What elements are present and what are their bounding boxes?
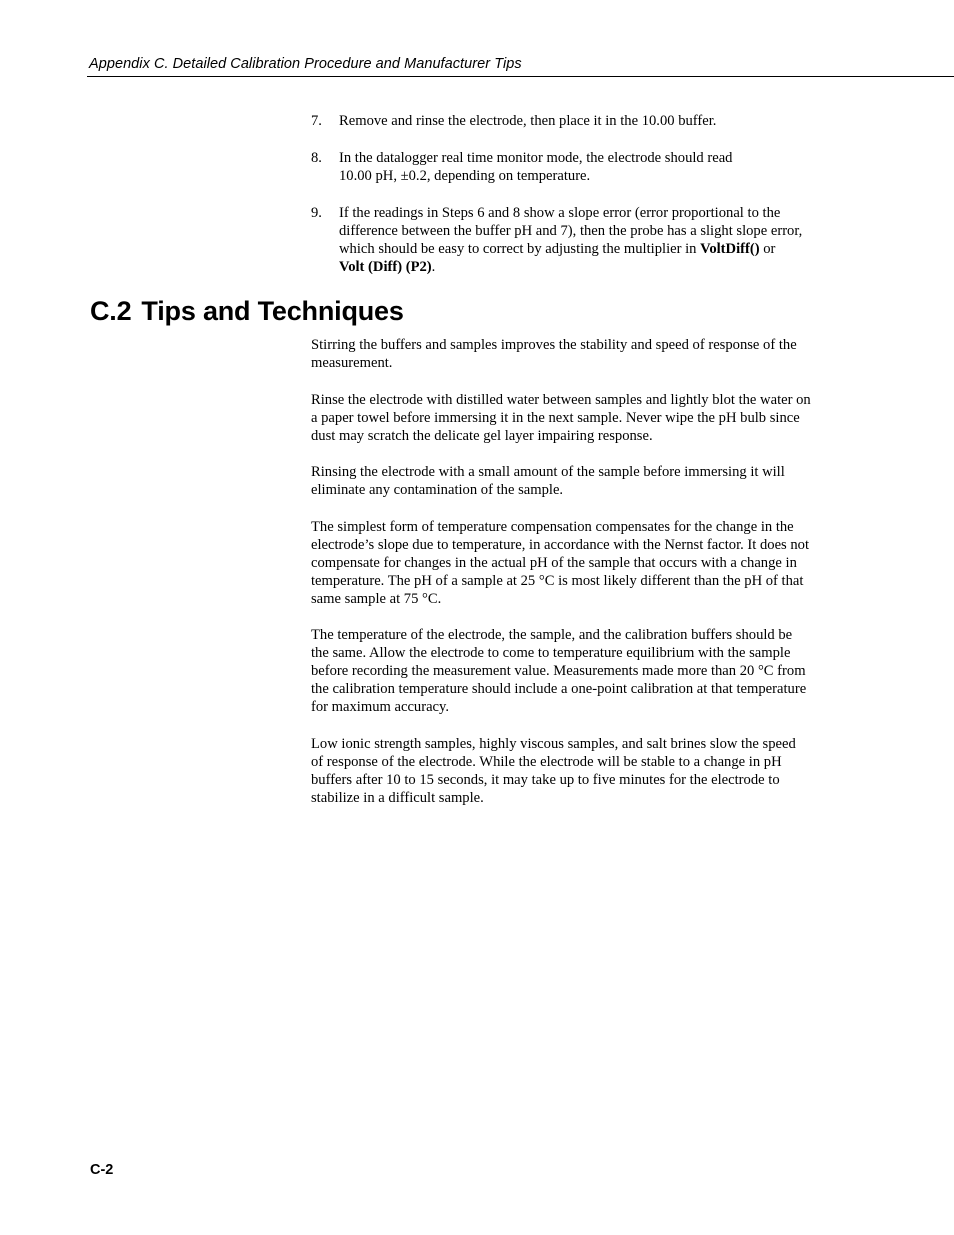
- step-9: [311, 204, 803, 276]
- step-text-line-2: 10.00 pH, ±0.2, depending on temperature.: [339, 168, 591, 184]
- paragraph-temperature-compensation: The simplest form of temperature compensation compensates for the change in the electrode’s slope due to temperature, in accordance with the Nernst factor. It does not compensate for changes in the actual pH of the sample that occurs with a change in temperature. The pH of a sample at 25 °C is most likely different than the pH of that same sample at 75 °C.: [311, 519, 810, 607]
- step-7: [311, 112, 811, 130]
- paragraph-rinsing-sample: Rinsing the electrode with a small amount of the sample before immersing it will eliminate any contamination of the sample.: [311, 464, 785, 498]
- section-heading: [90, 294, 404, 328]
- step-number: 9.: [311, 205, 322, 221]
- instruction-voltdiff: VoltDiff(): [700, 241, 760, 257]
- running-header: Appendix C. Detailed Calibration Procedure and Manufacturer Tips: [89, 56, 522, 72]
- header-rule: [87, 76, 954, 77]
- step-text: Remove and rinse the electrode, then place it in the 10.00 buffer.: [339, 113, 717, 129]
- connector-text: or: [759, 241, 776, 257]
- section-number: C.2: [90, 296, 132, 326]
- paragraph-temperature-equilibrium: The temperature of the electrode, the sample, and the calibration buffers should be the same. Allow the electrode to come to temperature equilibrium with the sample before recording the measurement value. Measurements made more than 20 °C from the calibration temperature should include a one-point calibration at that temperature for maximum accuracy.: [311, 627, 807, 715]
- step-8: [311, 149, 811, 185]
- step-text: [339, 204, 803, 276]
- section-title: Tips and Techniques: [141, 296, 404, 326]
- step-text-main: If the readings in Steps 6 and 8 show a slope error (error proportional to the difference between the buffer pH and 7), then the probe has a slight slope error, which should be easy to correct by adjusting the multiplier in: [339, 205, 803, 257]
- step-number: 7.: [311, 113, 322, 129]
- sentence-end: .: [431, 259, 436, 275]
- paragraph-rinse: Rinse the electrode with distilled water between samples and lightly blot the water on a paper towel before immersing it in the next sample. Never wipe the pH bulb since dust may scratch the delicate gel layer impairing response.: [311, 392, 811, 444]
- step-number: 8.: [311, 150, 322, 166]
- paragraph-low-ionic-strength: Low ionic strength samples, highly viscous samples, and salt brines slow the speed of response of the electrode. While the electrode will be stable to a change in pH buffers after 10 to 15 seconds, it may take up to five minutes for the electrode to stabilize in a difficult sample.: [311, 736, 796, 806]
- paragraph-stirring: Stirring the buffers and samples improves the stability and speed of response of the measurement.: [311, 337, 797, 371]
- instruction-volt-diff-p2: Volt (Diff) (P2): [339, 259, 432, 275]
- step-text-line-1: In the datalogger real time monitor mode, the electrode should read: [339, 150, 733, 166]
- page-number: C-2: [90, 1162, 114, 1178]
